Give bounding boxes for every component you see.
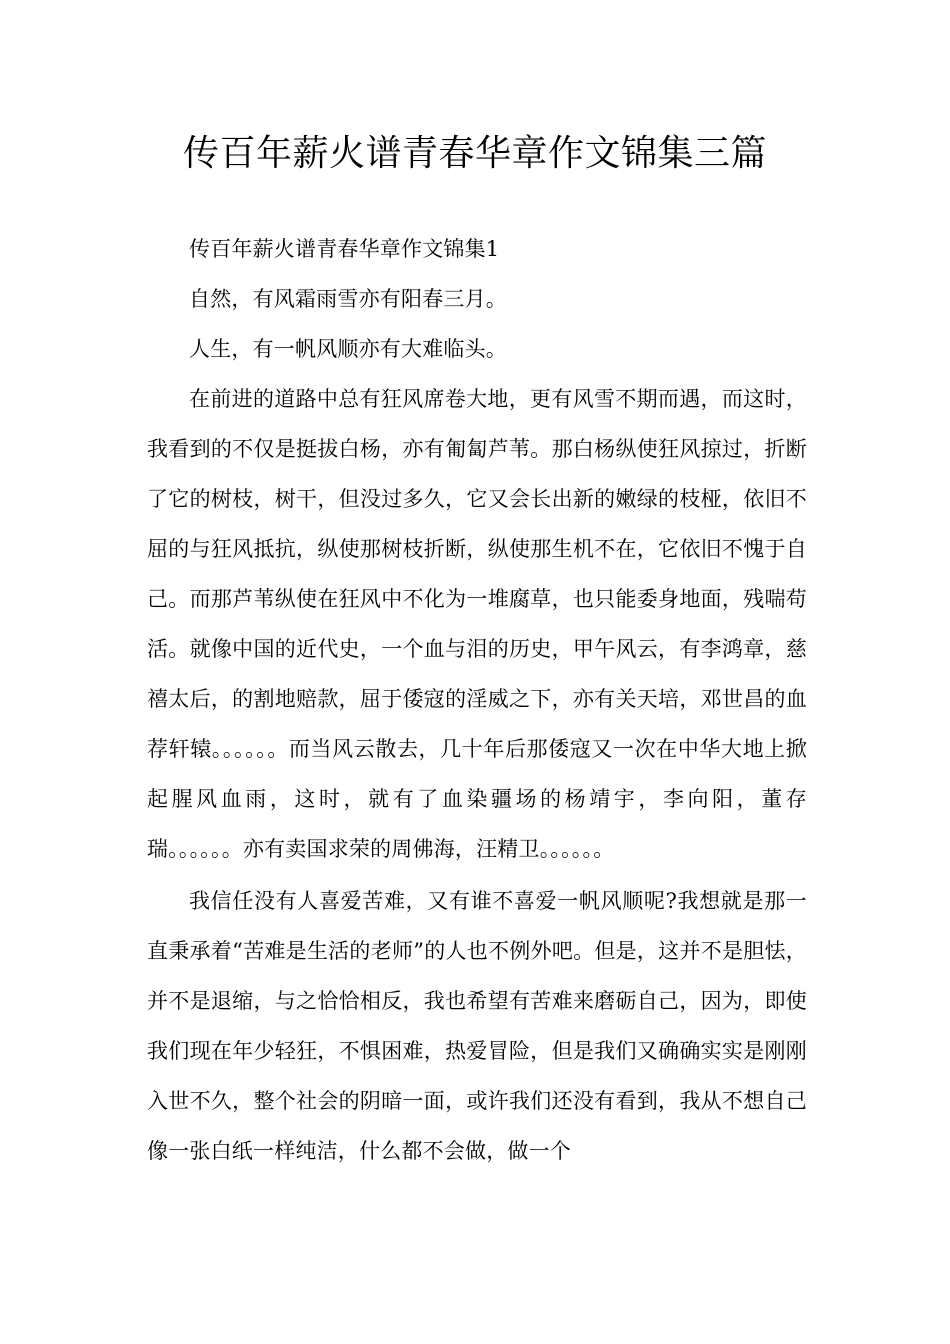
section-heading: 传百年薪火谱青春华章作文锦集1 bbox=[189, 237, 500, 261]
paragraph: 在前进的道路中总有狂风席卷大地，更有风雪不期而遇，而这时，我看到的不仅是挺拔白杨，亦有匍匐芦苇。那白杨纵使狂风掠过，折断了它的树枝，树干，但没过多久，它又会长出新的嫩绿的枝桠，依旧不屈的与狂风抵抗，纵使那树枝折断，纵使那生机不在，它依旧不愧于自己。而那芦苇纵使在狂风中不化为一堆腐草，也只能委身地面，残喘苟活。就像中国的近代史，一个血与泪的历史，甲午风云，有李鸿章，慈禧太后，的割地赔款，屈于倭寇的淫威之下，亦有关天培，邓世昌的血荐轩辕。。。。。。而当风云散去，几十年后那倭寇又一次在中华大地上掀起腥风血雨，这时，就有了血染疆场的杨靖宇，李向阳，董存瑞。。。。。。亦有卖国求荣的周佛海，汪精卫。。。。。。 bbox=[147, 387, 807, 861]
paragraph: 自然，有风霜雨雪亦有阳春三月。 bbox=[189, 287, 507, 311]
paragraph: 我信任没有人喜爱苦难，又有谁不喜爱一帆风顺呢?我想就是那一直秉承着“苦难是生活的老师”的人也不例外吧。但是，这并不是胆怯，并不是退缩，与之恰恰相反，我也希望有苦难来磨砺自己，因为，即使我们现在年少轻狂，不惧困难，热爱冒险，但是我们又确确实实是刚刚入世不久，整个社会的阴暗一面，或许我们还没有看到，我从不想自己像一张白纸一样纯洁，什么都不会做，做一个 bbox=[147, 889, 807, 1163]
document-title: 传百年薪火谱青春华章作文锦集三篇 bbox=[182, 133, 767, 174]
paragraph: 人生，有一帆风顺亦有大难临头。 bbox=[189, 337, 507, 361]
document-body bbox=[147, 224, 807, 1176]
